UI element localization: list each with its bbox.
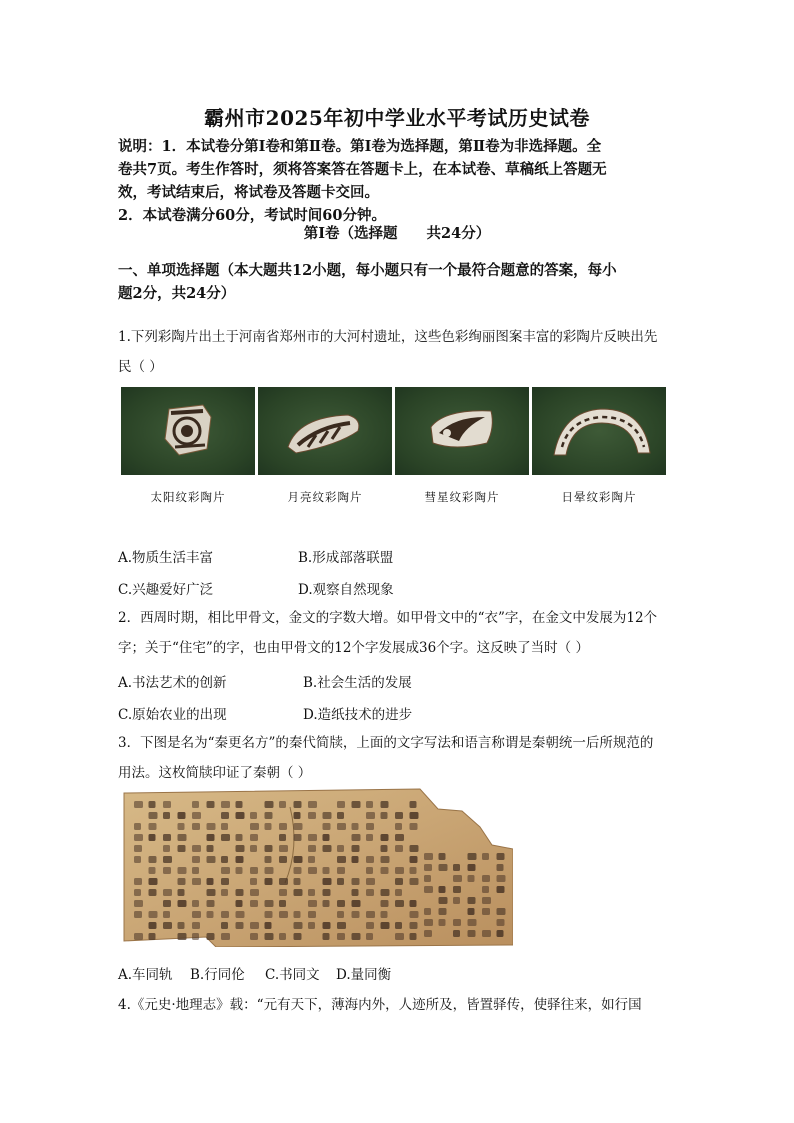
exam-title: 霸州市2025年初中学业水平考试历史试卷: [204, 106, 590, 130]
question-3-option-d[interactable]: D.量同衡: [336, 967, 392, 983]
photo-caption-2: 月亮纹彩陶片: [287, 490, 363, 504]
question-1-option-c[interactable]: C.兴趣爱好广泛: [118, 582, 214, 598]
photo-caption-3: 彗星纹彩陶片: [424, 490, 500, 504]
instructions-line-3: 效，考试结束后，将试卷及答题卡交回。: [118, 184, 379, 201]
volume-title: 第Ⅰ卷（选择题 共24分）: [303, 225, 491, 242]
question-3-option-b[interactable]: B.行同伦: [190, 967, 245, 983]
question-1-option-a[interactable]: A.物质生活丰富: [118, 550, 214, 566]
question-3-option-c[interactable]: C.书同文: [265, 967, 320, 983]
moon-pattern-pottery-photo: [258, 387, 392, 475]
question-4-stem-line-1: 4.《元史·地理志》载：“元有天下，薄海内外，人迹所及，皆置驿传，使驿往来，如行国: [118, 997, 642, 1013]
question-2-option-c[interactable]: C.原始农业的出现: [118, 707, 227, 723]
comet-pattern-pottery-photo: [395, 387, 529, 475]
halo-pattern-pottery-photo: [532, 387, 666, 475]
question-2-option-d[interactable]: D.造纸技术的进步: [303, 707, 413, 723]
instructions-line-1: 说明：1．本试卷分第Ⅰ卷和第Ⅱ卷。第Ⅰ卷为选择题，第Ⅱ卷为非选择题。全: [118, 138, 602, 155]
qin-bamboo-slip-photo: [120, 787, 513, 947]
question-3-option-a[interactable]: A.车同轨: [118, 967, 173, 983]
section-header-line-2: 题2分，共24分）: [118, 285, 236, 302]
sun-pattern-pottery-photo: [121, 387, 255, 475]
question-1-stem-line-1: 1.下列彩陶片出土于河南省郑州市的大河村遗址，这些色彩绚丽图案丰富的彩陶片反映出先: [118, 329, 658, 345]
question-3-stem-line-2: 用法。这枚简牍印证了秦朝（ ）: [118, 765, 312, 781]
question-2-option-b[interactable]: B.社会生活的发展: [303, 675, 412, 691]
question-1-stem-line-2: 民（ ）: [118, 359, 163, 375]
instructions-line-2: 卷共7页。考生作答时，须将答案答在答题卡上，在本试卷、草稿纸上答题无: [118, 161, 607, 178]
question-2-stem-line-1: 2．西周时期，相比甲骨文，金文的字数大增。如甲骨文中的“衣”字，在金文中发展为12个: [118, 610, 658, 626]
question-2-option-a[interactable]: A.书法艺术的创新: [118, 675, 227, 691]
section-header-line-1: 一、单项选择题（本大题共12小题，每小题只有一个最符合题意的答案，每小: [118, 262, 617, 279]
photo-caption-1: 太阳纹彩陶片: [150, 490, 226, 504]
question-3-stem-line-1: 3．下图是名为“秦更名方”的秦代简牍，上面的文字写法和语言称谓是秦朝统一后所规范的: [118, 735, 654, 751]
question-2-stem-line-2: 字；关于“住宅”的字，也由甲骨文的12个字发展成36个字。这反映了当时（ ）: [118, 640, 589, 656]
question-1-option-d[interactable]: D.观察自然现象: [298, 582, 394, 598]
instructions-line-4: 2．本试卷满分60分，考试时间60分钟。: [118, 207, 386, 224]
question-1-option-b[interactable]: B.形成部落联盟: [298, 550, 394, 566]
photo-caption-4: 日晕纹彩陶片: [561, 490, 637, 504]
